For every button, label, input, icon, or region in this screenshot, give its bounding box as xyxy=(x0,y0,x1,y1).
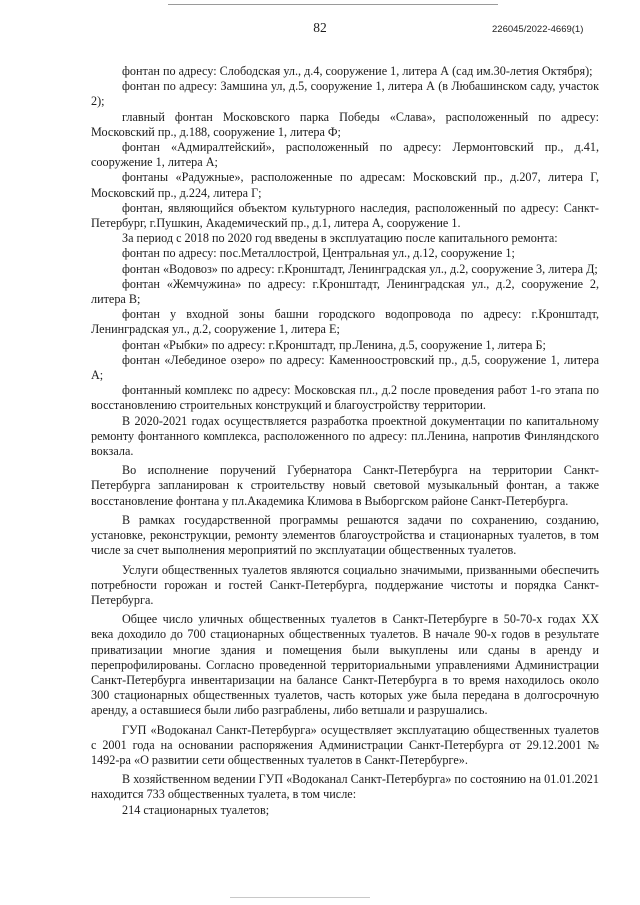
paragraph: фонтаны «Радужные», расположенные по адресам: Московский пр., д.207, литера Г, Московский пр., д.224, литера Г; xyxy=(91,170,599,200)
paragraph: За период с 2018 по 2020 год введены в эксплуатацию после капитального ремонта: xyxy=(122,231,558,246)
paragraph: ГУП «Водоканал Санкт-Петербурга» осуществляет эксплуатацию общественных туалетов с 2001 года на основании распоряжения Администрации Санкт-Петербурга от 29.12.2001 № 1492-ра «О развитии сети общественных туалетов в Санкт-Петербурге». xyxy=(91,722,599,767)
document-id: 226045/2022-4669(1) xyxy=(492,24,584,35)
paragraph: Общее число уличных общественных туалетов в Санкт-Петербурге в 50-70-х годах XX века доходило до 700 стационарных общественных туалетов. В начале 90-х годов в результате приватизации многие здания и помещения были выкуплены или сданы в аренду и перепрофилированы. Согласно проведенной территориальными управлениями Администрации Санкт-Петербурга инвентаризации на балансе Санкт-Петербурга в то время находилось около 300 стационарных общественных туалетов, часть которых уже была передана в долгосрочную аренду, а оставшиеся были либо разграблены, либо ветшали и разрушались. xyxy=(91,612,599,718)
paragraph: фонтан по адресу: Слободская ул., д.4, сооружение 1, литера А (сад им.30-летия Октября); xyxy=(122,64,593,78)
paragraph: Во исполнение поручений Губернатора Санкт-Петербурга на территории Санкт-Петербурга запланирован к строительству новый световой музыкальный фонтан, а также восстановление фонтана у пл.Академика Климова в Выборгском районе Санкт-Петербурга. xyxy=(91,463,599,508)
paragraph: В рамках государственной программы решаются задачи по сохранению, созданию, установке, реконструкции, ремонту элементов благоустройства и стационарных туалетов, в том числе за счет выполнения мероприятий по эксплуатации общественных туалетов. xyxy=(91,512,599,558)
paragraph: фонтан по адресу: Замшина ул, д.5, сооружение 1, литера А (в Любашинском саду, участок 2); xyxy=(91,79,599,109)
paragraph: фонтан «Адмиралтейский», расположенный по адресу: Лермонтовский пр., д.41, сооружение 1, литера А; xyxy=(91,140,599,170)
paragraph: фонтан «Жемчужина» по адресу: г.Кронштадт, Ленинградская ул., д.2, сооружение 2, литера В; xyxy=(91,276,599,307)
paragraph: фонтанный комплекс по адресу: Московская пл., д.2 после проведения работ 1-го этапа по восстановлению строительных конструкций и благоустройству территории. xyxy=(91,383,599,413)
paragraph: 214 стационарных туалетов; xyxy=(122,802,270,817)
top-rule xyxy=(168,4,498,5)
paragraph: фонтан «Рыбки» по адресу: г.Кронштадт, пр.Ленина, д.5, сооружение 1, литера Б; xyxy=(122,337,546,352)
paragraph: фонтан «Водовоз» по адресу: г.Кронштадт, Ленинградская ул., д.2, сооружение 3, литера Д; xyxy=(122,261,598,276)
body-text xyxy=(91,64,599,818)
paragraph: главный фонтан Московского парка Победы «Слава», расположенный по адресу: Московский пр., д.188, сооружение 1, литера Ф; xyxy=(91,109,599,139)
paragraph: В хозяйственном ведении ГУП «Водоканал Санкт-Петербурга» по состоянию на 01.01.2021 находится 733 общественных туалета, в том числе: xyxy=(91,772,599,802)
paragraph: фонтан по адресу: пос.Металлострой, Центральная ул., д.12, сооружение 1; xyxy=(122,246,515,261)
paragraph: В 2020-2021 годах осуществляется разработка проектной документации по капитальному ремонту фонтанного комплекса, расположенного по адресу: пл.Ленина, напротив Финляндского вокзала. xyxy=(91,413,599,459)
paragraph: фонтан, являющийся объектом культурного наследия, расположенный по адресу: Санкт-Петербург, г.Пушкин, Академический пр., д.1, литера А, сооружение 1. xyxy=(91,200,599,231)
paragraph: фонтан у входной зоны башни городского водопровода по адресу: г.Кронштадт, Ленинградская ул., д.2, сооружение 1, литера Е; xyxy=(91,307,599,337)
paragraph: Услуги общественных туалетов являются социально значимыми, призванными обеспечить потребности горожан и гостей Санкт-Петербурга, поддержание чистоты и порядка Санкт-Петербурга. xyxy=(91,562,599,607)
paragraph: фонтан «Лебединое озеро» по адресу: Каменноостровский пр., д.5, сооружение 1, литера А; xyxy=(91,352,599,383)
page-number: 82 xyxy=(313,20,327,35)
bottom-rule xyxy=(230,897,370,898)
